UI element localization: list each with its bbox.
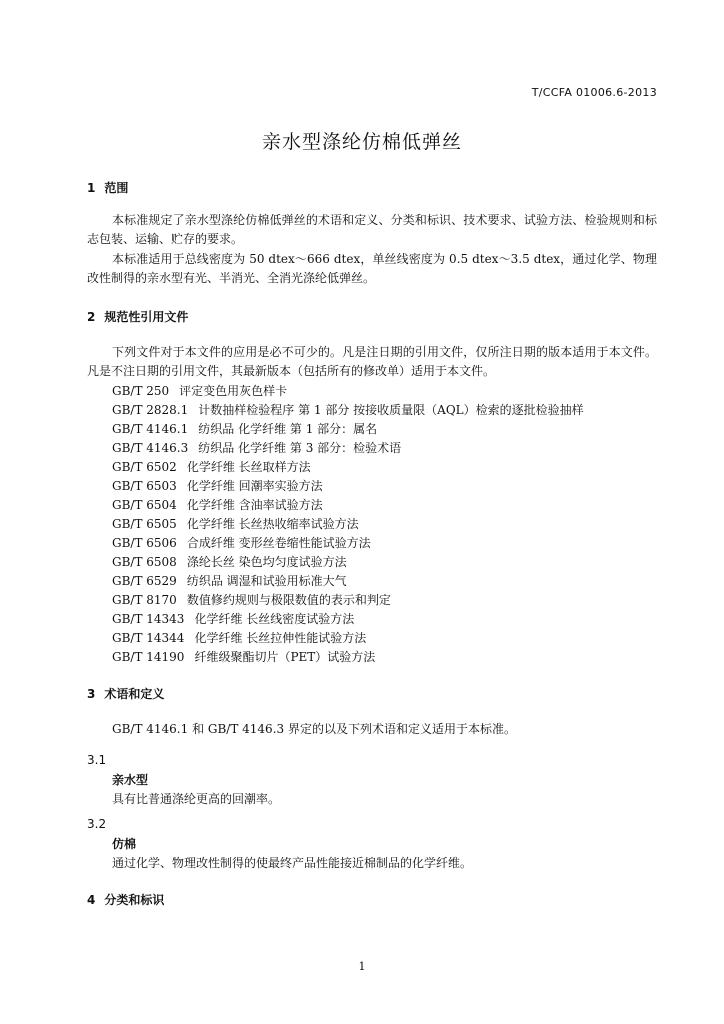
reference-name: 计数抽样检验程序 第 1 部分 按接收质量限（AQL）检索的逐批检验抽样: [198, 403, 584, 417]
reference-name: 纤维级聚酯切片（PET）试验方法: [194, 650, 376, 664]
term-name: 亲水型: [112, 773, 149, 787]
reference-item: [112, 458, 584, 477]
reference-name: 评定变色用灰色样卡: [179, 384, 288, 398]
scope-paragraph-1: 本标准规定了亲水型涤纶仿棉低弹丝的术语和定义、分类和标识、技术要求、试验方法、检验规则和标志包装、运输、贮存的要求。: [87, 213, 657, 246]
reference-name: 涤纶长丝 染色均匀度试验方法: [186, 555, 347, 569]
normative-references-intro: 下列文件对于本文件的应用是必不可少的。凡是注日期的引用文件，仅所注日期的版本适用于本文件。凡是不注日期的引用文件，其最新版本（包括所有的修改单）适用于本文件。: [87, 345, 657, 378]
reference-name: 纺织品 调湿和试验用标准大气: [186, 574, 347, 588]
reference-item: [112, 477, 584, 496]
section-3-heading: [87, 685, 164, 702]
page-number: 1: [358, 960, 366, 973]
section-title: 术语和定义: [104, 687, 165, 701]
reference-item: [112, 534, 584, 553]
reference-item: [112, 629, 584, 648]
reference-list: [112, 382, 584, 667]
term-number: 3.2: [87, 817, 107, 831]
term-number: 3.1: [87, 753, 107, 767]
reference-code: GB/T 2828.1: [112, 403, 189, 417]
term-definition: 具有比普通涤纶更高的回潮率。: [112, 792, 281, 806]
reference-item: [112, 648, 584, 667]
reference-code: GB/T 6504: [112, 498, 177, 512]
section-1-heading: [87, 179, 128, 196]
reference-name: 化学纤维 长丝线密度试验方法: [194, 612, 355, 626]
reference-name: 合成纤维 变形丝卷缩性能试验方法: [186, 536, 371, 550]
reference-code: GB/T 14190: [112, 650, 185, 664]
reference-code: GB/T 6502: [112, 460, 177, 474]
section-number: 3: [87, 687, 96, 701]
reference-item: [112, 401, 584, 420]
document-title: 亲水型涤纶仿棉低弹丝: [261, 131, 462, 153]
reference-item: [112, 382, 584, 401]
reference-name: 化学纤维 回潮率实验方法: [186, 479, 323, 493]
reference-code: GB/T 4146.1: [112, 422, 189, 436]
reference-item: [112, 515, 584, 534]
section-number: 4: [87, 893, 96, 907]
section-4-heading: [87, 891, 164, 908]
scope-paragraph-2: 本标准适用于总线密度为 50 dtex～666 dtex，单丝线密度为 0.5 dtex～3.5 dtex，通过化学、物理改性制得的亲水型有光、半消光、全消光涤纶低弹丝。: [87, 252, 657, 285]
reference-code: GB/T 250: [112, 384, 170, 398]
reference-name: 化学纤维 含油率试验方法: [186, 498, 323, 512]
reference-name: 化学纤维 长丝取样方法: [186, 460, 311, 474]
section-title: 规范性引用文件: [104, 310, 189, 324]
reference-code: GB/T 4146.3: [112, 441, 189, 455]
reference-code: GB/T 6505: [112, 517, 177, 531]
reference-code: GB/T 6508: [112, 555, 177, 569]
reference-code: GB/T 6503: [112, 479, 177, 493]
section-title: 分类和标识: [104, 893, 165, 907]
reference-code: GB/T 6506: [112, 536, 177, 550]
term-definition: 通过化学、物理改性制得的使最终产品性能接近棉制品的化学纤维。: [112, 856, 473, 870]
reference-code: GB/T 8170: [112, 593, 177, 607]
section-number: 1: [87, 181, 96, 195]
reference-code: GB/T 14343: [112, 612, 185, 626]
section-number: 2: [87, 310, 96, 324]
terms-intro: GB/T 4146.1 和 GB/T 4146.3 界定的以及下列术语和定义适用于本标准。: [112, 722, 516, 736]
term-name: 仿棉: [112, 837, 137, 851]
reference-item: [112, 591, 584, 610]
section-title: 范围: [104, 181, 129, 195]
reference-code: GB/T 14344: [112, 631, 185, 645]
standard-number: T/CCFA 01006.6-2013: [531, 86, 657, 99]
reference-name: 数值修约规则与极限数值的表示和判定: [186, 593, 391, 607]
reference-name: 纺织品 化学纤维 第 1 部分：属名: [198, 422, 378, 436]
reference-name: 纺织品 化学纤维 第 3 部分：检验术语: [198, 441, 402, 455]
section-2-heading: [87, 308, 188, 325]
reference-name: 化学纤维 长丝热收缩率试验方法: [186, 517, 359, 531]
reference-name: 化学纤维 长丝拉伸性能试验方法: [194, 631, 367, 645]
reference-item: [112, 553, 584, 572]
reference-item: [112, 420, 584, 439]
reference-item: [112, 496, 584, 515]
reference-item: [112, 439, 584, 458]
reference-code: GB/T 6529: [112, 574, 177, 588]
reference-item: [112, 610, 584, 629]
reference-item: [112, 572, 584, 591]
